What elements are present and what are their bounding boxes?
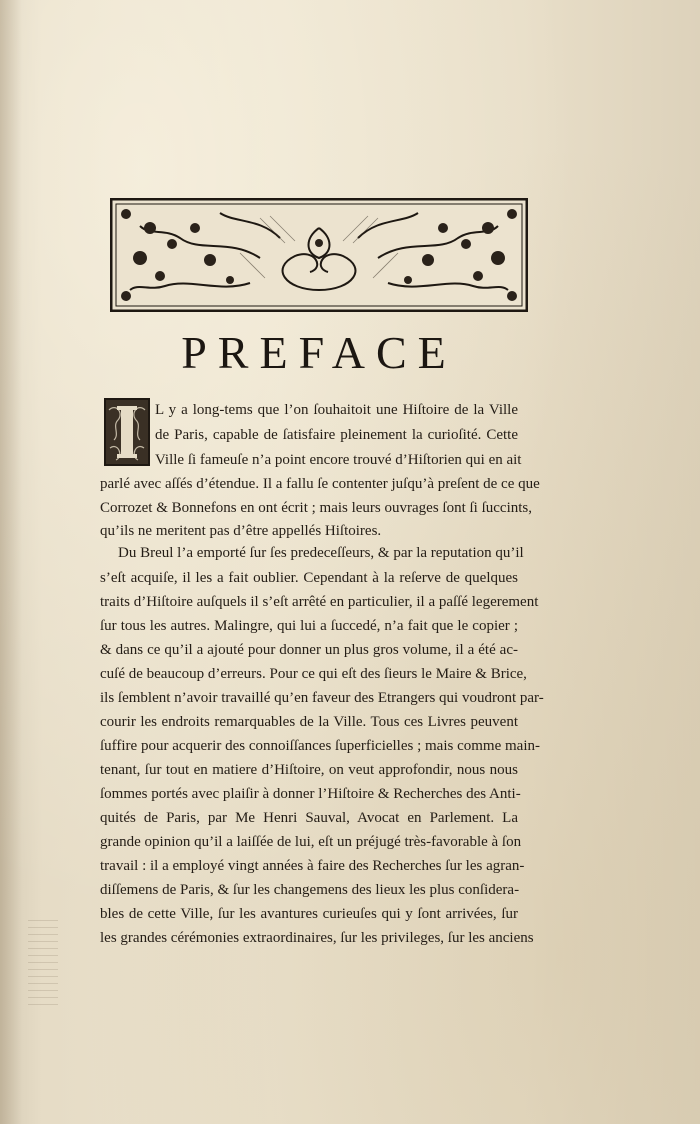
text-line: ils ſemblent n’avoir travaillé qu’en faveur des Etrangers qui voudront par- [100, 690, 544, 706]
text-line: de Paris, capable de ſatisfaire pleinement la curioſité. Cette [155, 427, 518, 443]
text-line: ſuffire pour acquerir des connoiſſances ſuperficielles ; mais comme main- [100, 738, 540, 754]
text-line: diſſemens de Paris, & ſur les changemens des lieux les plus conſidera- [100, 882, 520, 898]
text-line: qu’ils ne meritent pas d’être appellés Hiſtoires. [100, 523, 382, 539]
text-line: Ville ſi fameuſe n’a point encore trouvé d’Hiſtorien qui en ait [155, 452, 522, 468]
text-line: bles de cette Ville, ſur les avantures curieuſes qui y ſont arrivées, ſur [100, 906, 518, 922]
text-line: les grandes cérémonies extraordinaires, ſur les privileges, ſur les anciens [100, 930, 534, 946]
text-line: ſommes portés avec plaiſir à donner l’Hiſtoire & Recherches des Anti- [100, 786, 521, 802]
text-line: ſur tous les autres. Malingre, qui lui a ſuccedé, n’a fait que le copier ; [100, 618, 518, 634]
text-line: quités de Paris, par Me Henri Sauval, Avocat en Parlement. La [100, 810, 518, 826]
text-line: grande opinion qu’il a laiſſée de lui, eſt un préjugé très-favorable à ſon [100, 834, 522, 850]
text-line: travail : il a employé vingt années à faire des Recherches ſur les agran- [100, 858, 525, 874]
text-line: parlé avec aſſés d’étendue. Il a fallu ſe contenter juſqu’à preſent de ce que [100, 476, 540, 492]
floral-headpiece-ornament [110, 198, 528, 312]
page-title: PREFACE [181, 327, 457, 378]
show-through-text [28, 920, 58, 1010]
text-line: Du Breul l’a emporté ſur ſes predeceſſeurs, & par la reputation qu’il [118, 545, 524, 561]
text-line: courir les endroits remarquables de la Ville. Tous ces Livres peuvent [100, 714, 518, 730]
text-line: traits d’Hiſtoire auſquels il s’eſt arrêté en particulier, il a paſſé legerement [100, 594, 539, 610]
text-line: Corrozet & Bonnefons en ont écrit ; mais leurs ouvrages ſont ſi ſuccints, [100, 500, 532, 516]
text-line: & dans ce qu’il a ajouté pour donner un plus gros volume, il a été ac- [100, 642, 518, 658]
decorated-initial-letter [104, 398, 150, 466]
text-line: L y a long-tems que l’on ſouhaitoit une Hiſtoire de la Ville [155, 402, 518, 418]
text-line: tenant, ſur tout en matiere d’Hiſtoire, on veut approfondir, nous nous [100, 762, 518, 778]
text-line: s’eſt acquiſe, il les a fait oublier. Cependant à la reſerve de quelques [100, 570, 518, 586]
text-line: cuſé de beaucoup d’erreurs. Pour ce qui eſt des ſieurs le Maire & Brice, [100, 666, 527, 682]
